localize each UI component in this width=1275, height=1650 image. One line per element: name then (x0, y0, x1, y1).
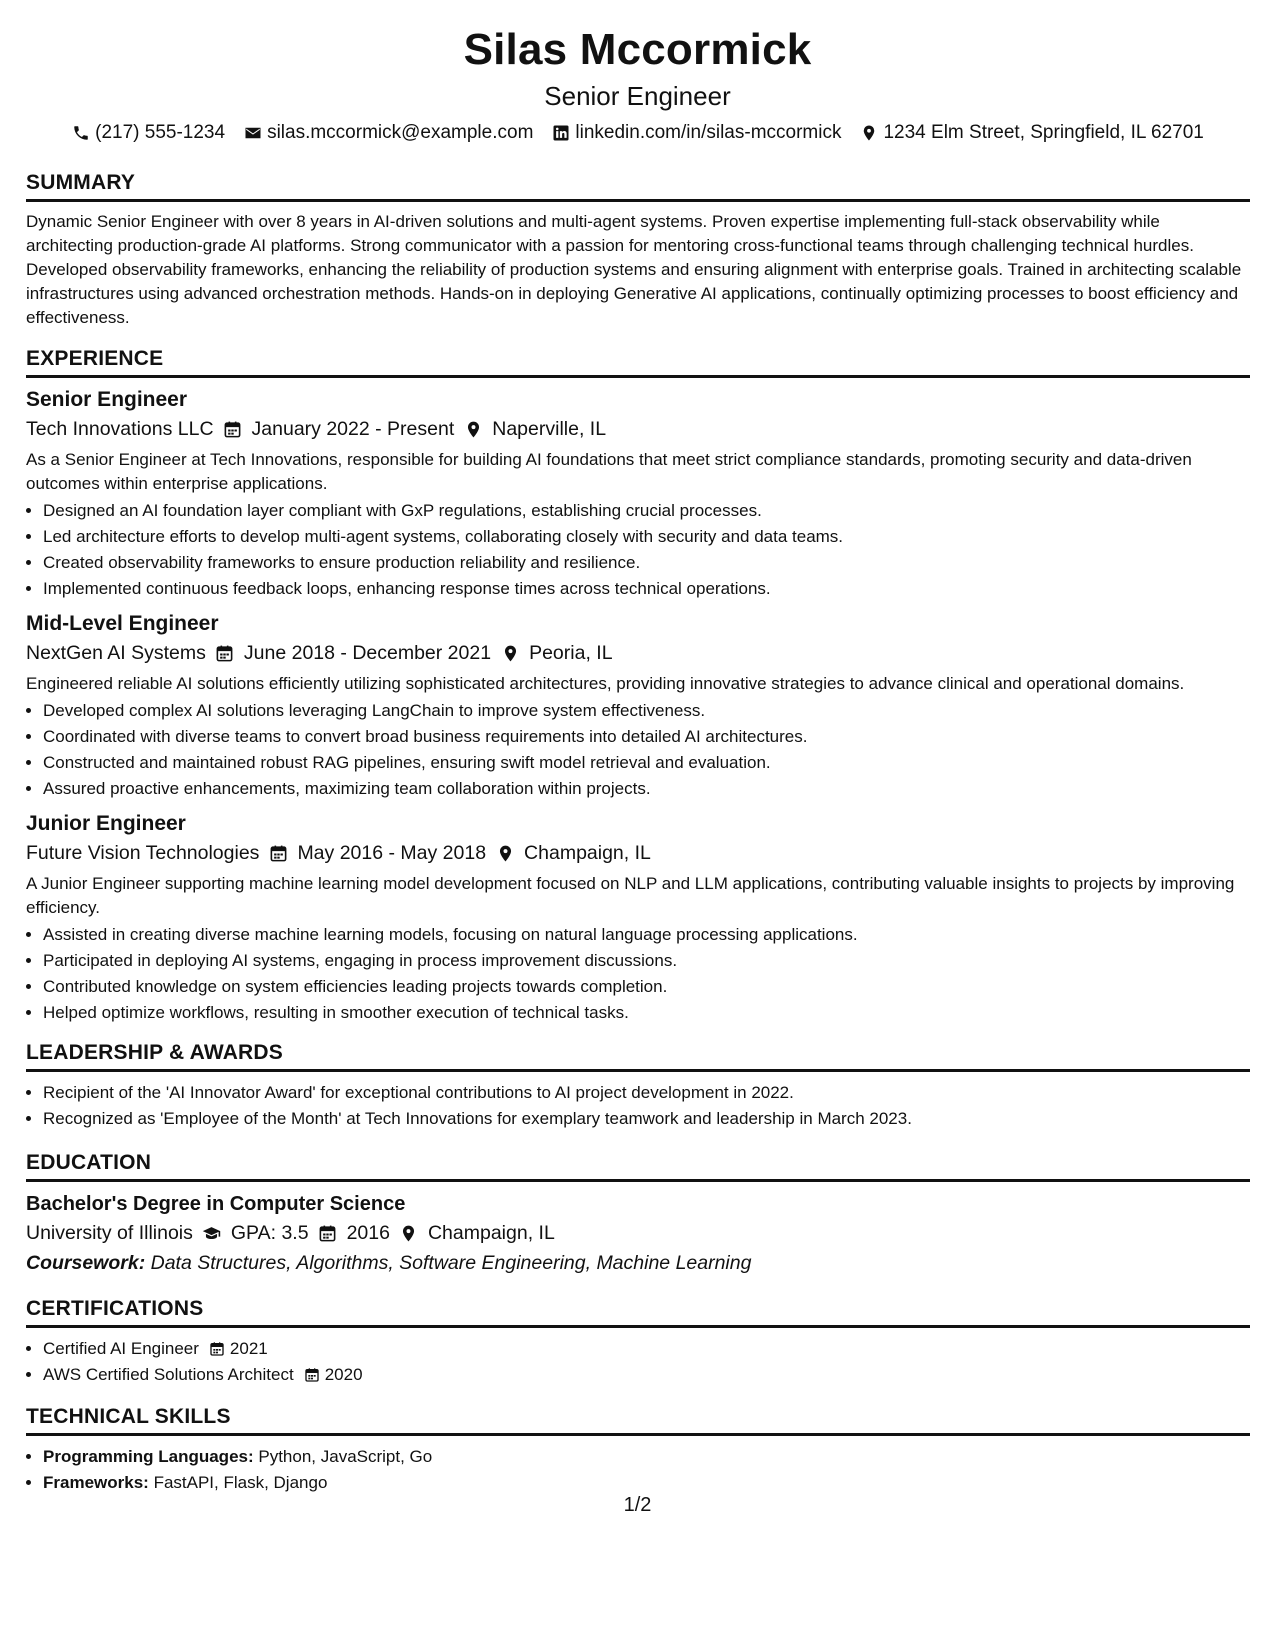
skills-section (26, 1402, 1250, 1496)
list-item: • Assured proactive enhancements, maximizing team collaboration within projects. (43, 776, 1250, 802)
job-company: NextGen AI Systems (26, 642, 206, 664)
coursework-label: Coursework: (26, 1252, 146, 1274)
list-item: • Implemented continuous feedback loops, enhancing response times across technical operations. (43, 576, 1250, 602)
contact-address (859, 120, 1203, 146)
list-item: • Coordinated with diverse teams to convert broad business requirements into detailed AI architectures. (43, 724, 1250, 750)
section-title-experience: EXPERIENCE (26, 344, 1250, 378)
calendar-icon (214, 642, 236, 664)
list-item: • Developed complex AI solutions leveraging LangChain to improve system effectiveness. (43, 698, 1250, 724)
job-entry (26, 610, 1250, 802)
job-location: Peoria, IL (529, 642, 613, 664)
cert-year: 2021 (229, 1339, 268, 1358)
job-location: Champaign, IL (524, 842, 651, 864)
experience-section (26, 344, 1250, 1026)
contact-phone[interactable] (71, 120, 225, 146)
summary-text: Dynamic Senior Engineer with over 8 years in AI-driven solutions and multi-agent systems. Proven expertise implementing full-stack observability while architecting production-grade AI platforms. Strong communicator with a passion for mentoring cross-functional teams through challenging technical hurdles. Developed observability frameworks, enhancing the reliability of production systems and ensuring alignment with enterprise goals. Trained in architecting scalable infrastructures using advanced orchestration methods. Hands-on in deploying Generative AI applications, continually optimizing processes to boost efficiency and effectiveness. (26, 212, 1242, 327)
school-location: Champaign, IL (427, 1222, 555, 1244)
calendar-icon (207, 1339, 227, 1359)
job-location: Naperville, IL (492, 418, 607, 440)
list-item: • Assisted in creating diverse machine learning models, focusing on natural language processing applications. (43, 922, 1250, 948)
list-item (43, 1444, 1250, 1470)
skill-label: Frameworks: (43, 1473, 149, 1492)
degree-title: Bachelor's Degree in Computer Science (26, 1193, 406, 1215)
cert-date (207, 1336, 268, 1362)
gpa-text: GPA: 3.5 (230, 1222, 309, 1244)
candidate-role: Senior Engineer (544, 81, 731, 111)
list-item: • Helped optimize workflows, resulting in smoother execution of technical tasks. (43, 1000, 1250, 1026)
phone-icon (71, 123, 91, 143)
coursework-line (26, 1248, 1250, 1278)
cert-name: • Certified AI Engineer (43, 1339, 199, 1358)
list-item: • Participated in deploying AI systems, engaging in process improvement discussions. (43, 948, 1250, 974)
contact-email[interactable] (243, 120, 533, 146)
list-item: • Contributed knowledge on system efficiencies leading projects towards completion. (43, 974, 1250, 1000)
envelope-icon (243, 123, 263, 143)
calendar-icon (267, 842, 289, 864)
leadership-section (26, 1038, 1250, 1132)
list-item: • Constructed and maintained robust RAG pipelines, ensuring swift model retrieval and evaluation. (43, 750, 1250, 776)
resume-body (26, 168, 1250, 1506)
address-text: 1234 Elm Street, Springfield, IL 62701 (883, 122, 1204, 143)
list-item: • Recognized as 'Employee of the Month' at Tech Innovations for exemplary teamwork and leadership in March 2023. (43, 1106, 1250, 1132)
cert-date (302, 1362, 363, 1388)
job-title: Junior Engineer (26, 812, 186, 835)
candidate-name: Silas Mccormick (463, 25, 812, 74)
map-pin-icon (462, 418, 484, 440)
job-entry (26, 386, 1250, 602)
job-bullets (26, 698, 1250, 802)
section-title-skills: TECHNICAL SKILLS (26, 1402, 1250, 1436)
job-title: Senior Engineer (26, 388, 188, 411)
list-item (43, 1336, 1250, 1362)
cert-name: • AWS Certified Solutions Architect (43, 1365, 294, 1384)
map-pin-icon (859, 123, 879, 143)
summary-section (26, 168, 1250, 330)
contact-linkedin[interactable] (551, 120, 841, 146)
calendar-icon (222, 418, 244, 440)
calendar-icon (302, 1365, 322, 1385)
job-bullets (26, 498, 1250, 602)
skill-label: Programming Languages: (43, 1447, 254, 1466)
job-meta (26, 838, 1250, 868)
section-title-summary: SUMMARY (26, 168, 1250, 202)
skill-value: FastAPI, Flask, Django (153, 1473, 328, 1492)
list-item: • Designed an AI foundation layer compliant with GxP regulations, establishing crucial processes. (43, 498, 1250, 524)
graduation-year: 2016 (346, 1222, 390, 1244)
job-meta (26, 414, 1250, 444)
section-title-certifications: CERTIFICATIONS (26, 1294, 1250, 1328)
job-company: Future Vision Technologies (26, 842, 260, 864)
coursework-text: Data Structures, Algorithms, Software Engineering, Machine Learning (150, 1252, 752, 1274)
job-meta (26, 638, 1250, 668)
job-dates: May 2016 - May 2018 (297, 842, 487, 864)
graduation-cap-icon (201, 1222, 223, 1244)
skills-list (26, 1444, 1250, 1496)
job-entry (26, 810, 1250, 1026)
section-title-leadership: LEADERSHIP & AWARDS (26, 1038, 1250, 1072)
list-item: • Led architecture efforts to develop multi-agent systems, collaborating closely with security and data teams. (43, 524, 1250, 550)
list-item: • Recipient of the 'AI Innovator Award' for exceptional contributions to AI project development in 2022. (43, 1080, 1250, 1106)
email-text: silas.mccormick@example.com (267, 122, 534, 143)
job-title: Mid-Level Engineer (26, 612, 219, 635)
calendar-icon (317, 1222, 339, 1244)
cert-row (43, 1362, 363, 1388)
map-pin-icon (499, 642, 521, 664)
job-dates: January 2022 - Present (251, 418, 455, 440)
linkedin-text: linkedin.com/in/silas-mccormick (575, 122, 842, 143)
skill-value: Python, JavaScript, Go (258, 1447, 433, 1466)
resume-header (0, 22, 1275, 146)
linkedin-icon (551, 123, 571, 143)
map-pin-icon (494, 842, 516, 864)
job-description: A Junior Engineer supporting machine learning model development focused on NLP and LLM applications, contributing valuable insights to projects by improving efficiency. (26, 874, 1235, 917)
list-item: • Created observability frameworks to ensure production reliability and resilience. (43, 550, 1250, 576)
job-description: Engineered reliable AI solutions efficiently utilizing sophisticated architectures, providing innovative strategies to advance clinical and operational domains. (26, 674, 1185, 693)
job-bullets (26, 922, 1250, 1026)
leadership-list (26, 1080, 1250, 1132)
certifications-section (26, 1294, 1250, 1388)
school-name: University of Illinois (26, 1222, 193, 1244)
phone-text: (217) 555-1234 (95, 122, 226, 143)
job-description: As a Senior Engineer at Tech Innovations, responsible for building AI foundations that meet strict compliance standards, promoting security and data-driven outcomes within enterprise applications. (26, 450, 1192, 493)
education-meta (26, 1218, 1250, 1248)
cert-year: 2020 (324, 1365, 363, 1384)
certifications-list (26, 1336, 1250, 1388)
job-dates: June 2018 - December 2021 (243, 642, 492, 664)
job-company: Tech Innovations LLC (26, 418, 214, 440)
cert-row (43, 1336, 268, 1362)
page-number: 1/2 (623, 1494, 652, 1516)
list-item (43, 1362, 1250, 1388)
section-title-education: EDUCATION (26, 1148, 1250, 1182)
map-pin-icon (398, 1222, 420, 1244)
contact-bar (0, 120, 1275, 146)
education-section (26, 1148, 1250, 1278)
